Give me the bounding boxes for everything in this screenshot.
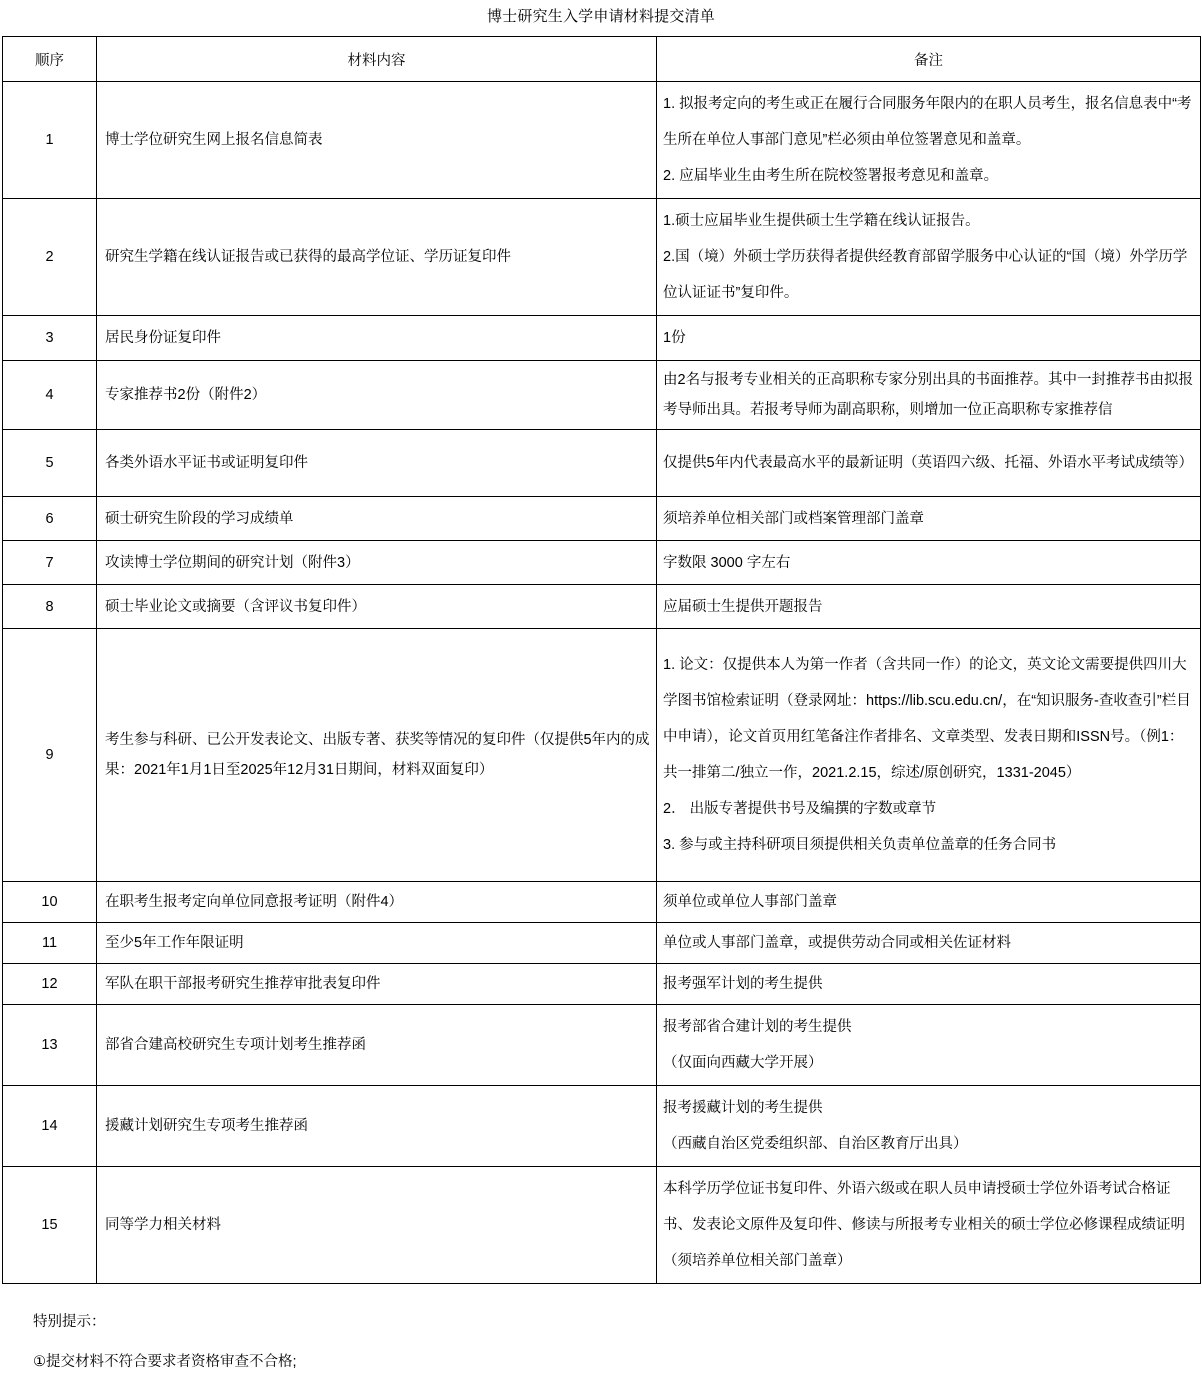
table-row — [3, 1005, 1201, 1086]
row-seq: 4 — [3, 361, 97, 430]
footer-note-heading: 特别提示： — [33, 1314, 106, 1330]
row-material: 居民身份证复印件 — [97, 316, 657, 361]
note-line: 报考部省合建计划的考生提供 — [663, 1019, 852, 1035]
table-row — [3, 361, 1201, 430]
row-seq: 7 — [3, 541, 97, 585]
row-seq: 8 — [3, 585, 97, 629]
note-line: 应届硕士生提供开题报告 — [663, 598, 823, 615]
table-row — [3, 1086, 1201, 1167]
note-line: 1.硕士应届毕业生提供硕士生学籍在线认证报告。 — [663, 213, 980, 229]
row-note — [657, 541, 1201, 585]
table-row — [3, 1167, 1201, 1284]
row-note — [657, 1086, 1201, 1167]
note-line: 2.国（境）外硕士学历获得者提供经教育部留学服务中心认证的“国（境）外学历学位认证证书”复印件。 — [663, 249, 1188, 301]
row-material: 军队在职干部报考研究生推荐审批表复印件 — [97, 964, 657, 1005]
table-row — [3, 629, 1201, 882]
row-material: 在职考生报考定向单位同意报考证明（附件4） — [97, 882, 657, 923]
note-line: 须单位或单位人事部门盖章 — [663, 894, 837, 910]
table-row — [3, 430, 1201, 497]
note-line: 须培养单位相关部门或档案管理部门盖章 — [663, 510, 924, 527]
row-seq: 13 — [3, 1005, 97, 1086]
row-material: 各类外语水平证书或证明复印件 — [97, 430, 657, 497]
note-line: 2． 出版专著提供书号及编撰的字数或章节 — [663, 801, 937, 817]
table-row — [3, 964, 1201, 1005]
note-line: 报考强军计划的考生提供 — [663, 976, 823, 992]
row-note — [657, 1005, 1201, 1086]
row-material: 至少5年工作年限证明 — [97, 923, 657, 964]
row-note — [657, 585, 1201, 629]
table-row — [3, 882, 1201, 923]
row-seq: 10 — [3, 882, 97, 923]
row-seq: 6 — [3, 497, 97, 541]
note-line: 单位或人事部门盖章，或提供劳动合同或相关佐证材料 — [663, 935, 1011, 951]
row-material: 攻读博士学位期间的研究计划（附件3） — [97, 541, 657, 585]
table-row — [3, 199, 1201, 316]
column-header-note: 备注 — [657, 37, 1201, 82]
note-line: 本科学历学位证书复印件、外语六级或在职人员申请授硕士学位外语考试合格证书、发表论文原件及复印件、修读与所报考专业相关的硕士学位必修课程成绩证明（须培养单位相关部门盖章） — [663, 1181, 1185, 1269]
materials-checklist-table — [2, 36, 1201, 1284]
row-note — [657, 964, 1201, 1005]
footer-notes — [0, 1302, 1202, 1382]
row-seq: 3 — [3, 316, 97, 361]
row-material: 硕士研究生阶段的学习成绩单 — [97, 497, 657, 541]
row-material: 博士学位研究生网上报名信息简表 — [97, 82, 657, 199]
row-seq: 9 — [3, 629, 97, 882]
row-note — [657, 629, 1201, 882]
row-material: 同等学力相关材料 — [97, 1167, 657, 1284]
note-line: 仅提供5年内代表最高水平的最新证明（英语四六级、托福、外语水平考试成绩等） — [663, 455, 1194, 471]
note-line: 1. 拟报考定向的考生或正在履行合同服务年限内的在职人员考生，报名信息表中“考生所在单位人事部门意见”栏必须由单位签署意见和盖章。 — [663, 96, 1192, 148]
row-material: 专家推荐书2份（附件2） — [97, 361, 657, 430]
row-seq: 11 — [3, 923, 97, 964]
row-seq: 15 — [3, 1167, 97, 1284]
row-material: 部省合建高校研究生专项计划考生推荐函 — [97, 1005, 657, 1086]
row-note — [657, 882, 1201, 923]
column-header-material: 材料内容 — [97, 37, 657, 82]
row-material: 援藏计划研究生专项考生推荐函 — [97, 1086, 657, 1167]
note-line: 1份 — [663, 330, 686, 346]
table-row — [3, 923, 1201, 964]
row-seq: 5 — [3, 430, 97, 497]
row-seq: 12 — [3, 964, 97, 1005]
row-material: 研究生学籍在线认证报告或已获得的最高学位证、学历证复印件 — [97, 199, 657, 316]
row-material: 硕士毕业论文或摘要（含评议书复印件） — [97, 585, 657, 629]
row-note — [657, 199, 1201, 316]
table-row — [3, 497, 1201, 541]
note-line: 报考援藏计划的考生提供 — [663, 1100, 823, 1116]
note-line: 字数限 3000 字左右 — [663, 554, 791, 571]
row-seq: 14 — [3, 1086, 97, 1167]
row-note — [657, 497, 1201, 541]
note-line: 2. 应届毕业生由考生所在院校签署报考意见和盖章。 — [663, 168, 999, 184]
note-line: （西藏自治区党委组织部、自治区教育厅出具） — [663, 1136, 968, 1152]
table-row — [3, 541, 1201, 585]
row-note — [657, 316, 1201, 361]
row-note — [657, 1167, 1201, 1284]
note-line: 由2名与报考专业相关的正高职称专家分别出具的书面推荐。其中一封推荐书由拟报考导师出具。若报考导师为副高职称，则增加一位正高职称专家推荐信 — [663, 372, 1194, 418]
table-row — [3, 316, 1201, 361]
row-seq: 1 — [3, 82, 97, 199]
page-title: 博士研究生入学申请材料提交清单 — [486, 8, 715, 25]
row-seq: 2 — [3, 199, 97, 316]
note-line: 1. 论文：仅提供本人为第一作者（含共同一作）的论文，英文论文需要提供四川大学图书馆检索证明（登录网址：https://lib.scu.edu.cn/，在“知识服务-查收查引”栏目中申请），论文首页用红笔备注作者排名、文章类型、发表日期和ISSN号。（例1：共一排第二/独立一作，2021.2.15，综述/原创研究，1331-2045） — [663, 657, 1191, 781]
row-note — [657, 361, 1201, 430]
row-material: 考生参与科研、已公开发表论文、出版专著、获奖等情况的复印件（仅提供5年内的成果：2021年1月1日至2025年12月31日期间，材料双面复印） — [97, 629, 657, 882]
note-line: （仅面向西藏大学开展） — [663, 1055, 823, 1071]
row-note — [657, 430, 1201, 497]
footer-note-item: ①提交材料不符合要求者资格审查不合格; — [33, 1354, 297, 1370]
row-note — [657, 82, 1201, 199]
table-row — [3, 585, 1201, 629]
table-row — [3, 82, 1201, 199]
table-header-row — [3, 37, 1201, 82]
row-note — [657, 923, 1201, 964]
column-header-seq: 顺序 — [3, 37, 97, 82]
note-line: 3. 参与或主持科研项目须提供相关负责单位盖章的任务合同书 — [663, 837, 1057, 853]
